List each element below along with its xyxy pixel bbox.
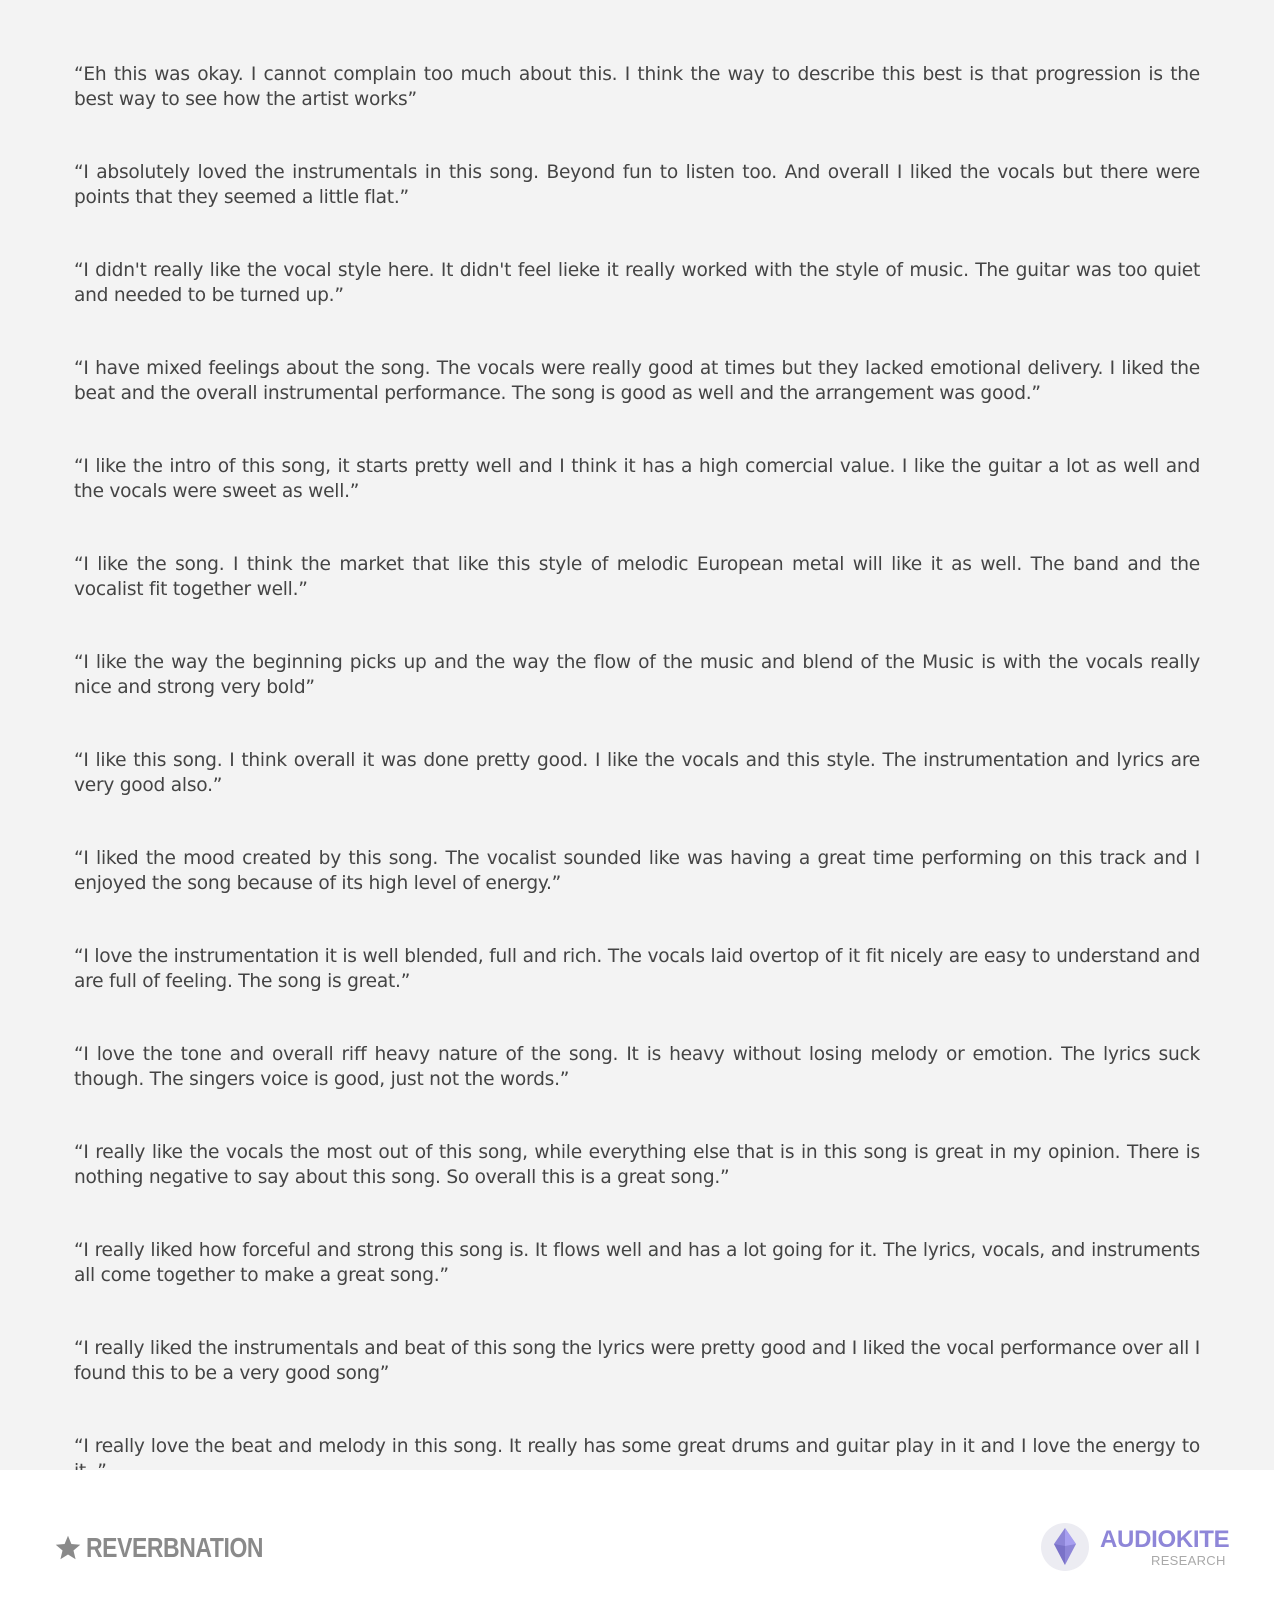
review-item: “Eh this was okay. I cannot complain too much about this. I think the way to describe this best is that progression is the best way to see how the artist works” (74, 64, 1200, 110)
review-item: “I love the tone and overall riff heavy nature of the song. It is heavy without losing melody or emotion. The lyrics suck though. The singers voice is good, just not the words.” (74, 1044, 1200, 1090)
review-list (74, 62, 1200, 1532)
reverbnation-wordmark: REVERBNATION (86, 1532, 264, 1563)
star-icon (54, 1534, 82, 1562)
review-item: “I really love the beat and melody in this song. It really has some great drums and guitar play in it and I love the energy to (74, 1436, 1200, 1457)
review-item: “I like the intro of this song, it starts pretty well and I think it has a high comercial value. I like the guitar a lot as well and the vocals were sweet as well.” (74, 456, 1200, 502)
review-item: “I like the song. I think the market that like this style of melodic European metal will like it as well. The band and the vocalist fit together well.” (74, 554, 1200, 600)
review-item: “I love the instrumentation it is well blended, full and rich. The vocals laid overtop of it fit nicely are easy to understand and are full of feeling. The song is great.” (74, 946, 1200, 992)
review-item: “I like this song. I think overall it was done pretty good. I like the vocals and this style. The instrumentation and lyrics are very good also.” (74, 750, 1200, 796)
review-item: “I absolutely loved the instrumentals in this song. Beyond fun to listen too. And overall I liked the vocals but there were points that they seemed a little flat.” (74, 162, 1200, 208)
review-item: “I really liked the instrumentals and beat of this song the lyrics were pretty good and I liked the vocal performance over all I found this to be a very good song” (74, 1338, 1200, 1384)
audiokite-wordmark: AUDIOKITE (1100, 1526, 1230, 1553)
reverbnation-logo (54, 1530, 302, 1566)
review-item: “I liked the mood created by this song. The vocalist sounded like was having a great time performing on this track and I enjoyed the song because of its high level of energy.” (74, 848, 1200, 894)
crystal-gem-icon (1040, 1522, 1090, 1572)
review-item: “I like the way the beginning picks up and the way the flow of the music and blend of the Music is with the vocals really nice and strong very bold” (74, 652, 1200, 698)
audiokite-logo (1040, 1522, 1230, 1574)
review-item: “I really like the vocals the most out of this song, while everything else that is in this song is great in my opinion. There is nothing negative to say about this song. So overall this is a great song.” (74, 1142, 1200, 1188)
review-item: “I have mixed feelings about the song. The vocals were really good at times but they lacked emotional delivery. I liked the beat and the overall instrumental performance. The song is good as well and the arrangement was good.” (74, 358, 1200, 404)
audiokite-subtitle: RESEARCH (1151, 1553, 1226, 1568)
review-item: “I really liked how forceful and strong this song is. It flows well and has a lot going for it. The lyrics, vocals, and instruments all come together to make a great song.” (74, 1240, 1200, 1286)
review-item: “I didn't really like the vocal style here. It didn't feel lieke it really worked with the style of music. The guitar was too quiet and needed to be turned up.” (74, 260, 1200, 306)
